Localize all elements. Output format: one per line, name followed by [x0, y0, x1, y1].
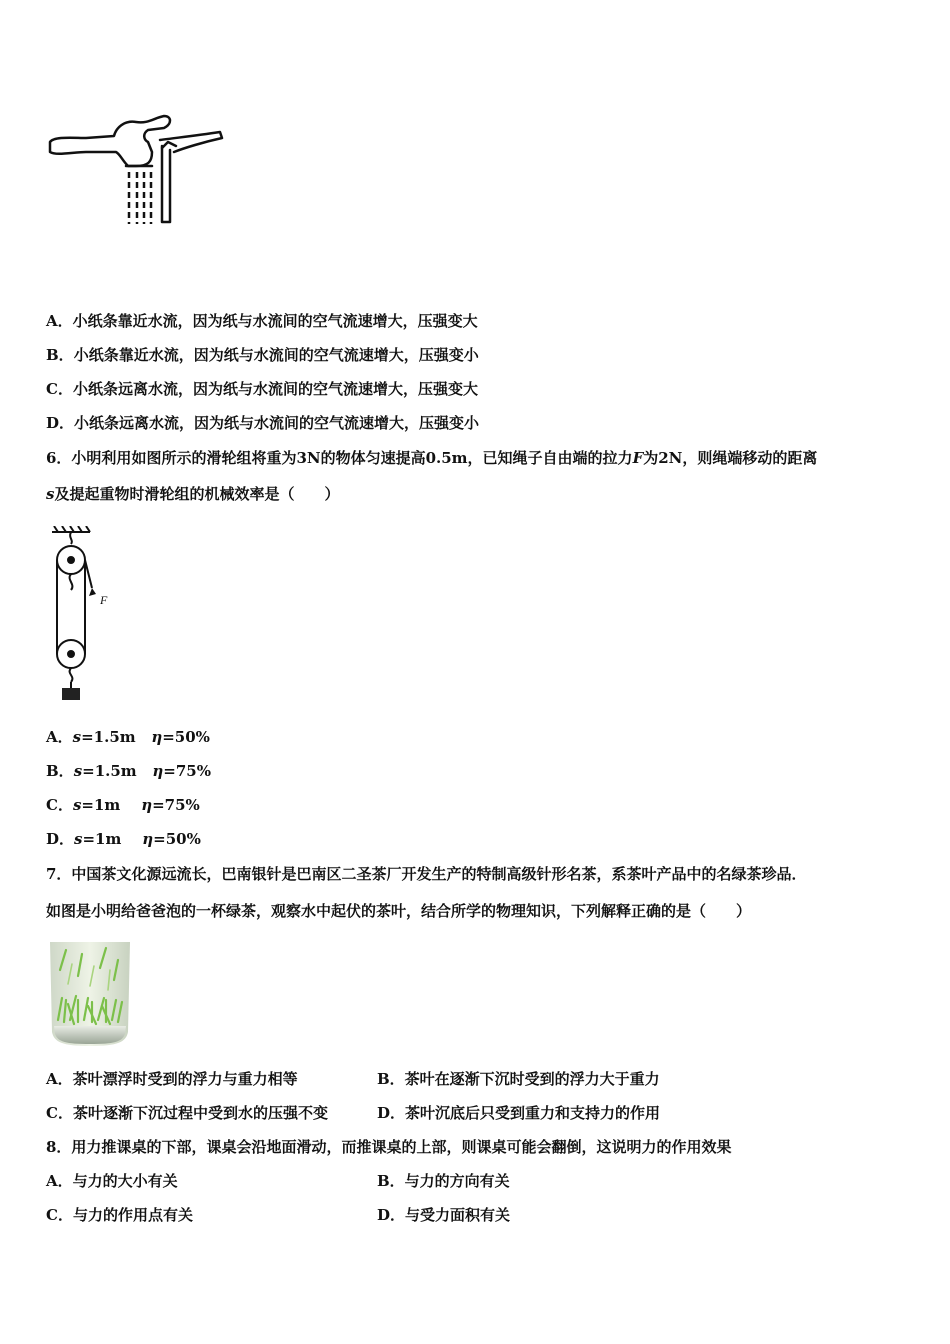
pulley-figure — [46, 526, 126, 702]
q7-option-c[interactable]: C．茶叶逐渐下沉过程中受到水的压强不变 — [46, 1104, 328, 1122]
q7-option-b[interactable]: B．茶叶在逐渐下沉时受到的浮力大于重力 — [377, 1070, 660, 1088]
faucet-figure — [44, 112, 234, 232]
q7-option-a[interactable]: A．茶叶漂浮时受到的浮力与重力相等 — [46, 1070, 298, 1088]
force-label: F — [100, 593, 108, 607]
q5-option-d[interactable]: D．小纸条远离水流，因为纸与水流间的空气流速增大，压强变小 — [46, 414, 480, 432]
green-tea-glass-figure — [48, 940, 132, 1048]
q8-option-d[interactable]: D．与受力面积有关 — [377, 1206, 511, 1224]
q6-stem-line1: 6．小明利用如图所示的滑轮组将重为3N的物体匀速提高0.5m，已知绳子自由端的拉力F为2N，则绳端移动的距离 — [46, 449, 818, 467]
q7-stem-line1: 7．中国茶文化源远流长，巴南银针是巴南区二圣茶厂开发生产的特制高级针形名茶，系茶叶产品中的名绿茶珍品． — [46, 865, 807, 883]
q7-stem-line2: 如图是小明给爸爸泡的一杯绿茶，观察水中起伏的茶叶，结合所学的物理知识，下列解释正确的是（ ） — [46, 902, 752, 920]
q8-stem: 8．用力推课桌的下部，课桌会沿地面滑动，而推课桌的上部，则课桌可能会翻倒，这说明力的作用效果 — [46, 1138, 732, 1156]
q6-option-b[interactable]: B．s=1.5m η=75% — [46, 762, 211, 780]
q8-option-a[interactable]: A．与力的大小有关 — [46, 1172, 178, 1190]
q7-option-d[interactable]: D．茶叶沉底后只受到重力和支持力的作用 — [377, 1104, 661, 1122]
q6-option-d[interactable]: D．s=1m η=50% — [46, 830, 201, 848]
q5-option-c[interactable]: C．小纸条远离水流，因为纸与水流间的空气流速增大，压强变大 — [46, 380, 478, 398]
q6-stem-line2: s及提起重物时滑轮组的机械效率是（ ） — [46, 485, 340, 503]
q5-option-b[interactable]: B．小纸条靠近水流，因为纸与水流间的空气流速增大，压强变小 — [46, 346, 479, 364]
q5-option-a[interactable]: A．小纸条靠近水流，因为纸与水流间的空气流速增大，压强变大 — [46, 312, 478, 330]
q8-option-b[interactable]: B．与力的方向有关 — [377, 1172, 510, 1190]
q6-option-a[interactable]: A．s=1.5m η=50% — [46, 728, 210, 746]
q6-option-c[interactable]: C．s=1m η=75% — [46, 796, 200, 814]
q8-option-c[interactable]: C．与力的作用点有关 — [46, 1206, 193, 1224]
